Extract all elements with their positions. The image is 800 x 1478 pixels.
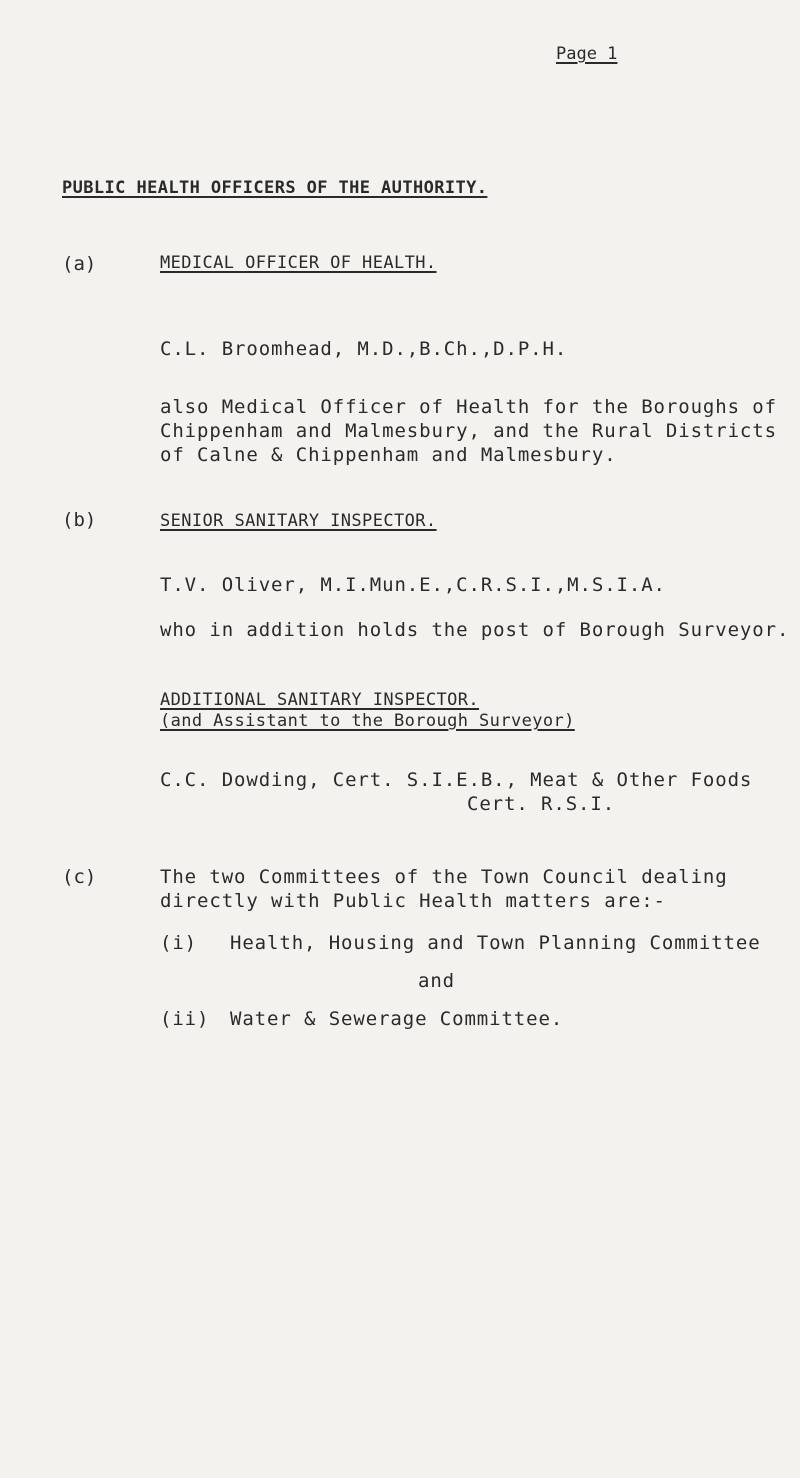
committee-2-name: Water & Sewerage Committee. xyxy=(230,1008,564,1030)
section-a-description-line-2: Chippenham and Malmesbury, and the Rural Districts xyxy=(160,420,777,442)
senior-inspector-name: T.V. Oliver, M.I.Mun.E.,C.R.S.I.,M.S.I.A. xyxy=(160,574,666,596)
page-number: Page 1 xyxy=(556,44,618,64)
committee-2-number: (ii) xyxy=(160,1008,210,1030)
section-a-heading: MEDICAL OFFICER OF HEALTH. xyxy=(160,253,437,273)
medical-officer-name: C.L. Broomhead, M.D.,B.Ch.,D.P.H. xyxy=(160,338,568,360)
section-a-marker: (a) xyxy=(62,253,97,275)
section-b-heading: SENIOR SANITARY INSPECTOR. xyxy=(160,511,437,531)
committee-conjunction: and xyxy=(418,970,456,992)
section-a-description-line-3: of Calne & Chippenham and Malmesbury. xyxy=(160,444,617,466)
section-a-description-line-1: also Medical Officer of Health for the Boroughs of xyxy=(160,396,777,418)
additional-inspector-subheading: (and Assistant to the Borough Surveyor) xyxy=(160,711,575,731)
section-c-intro-line-1: The two Committees of the Town Council dealing xyxy=(160,866,728,888)
senior-inspector-description: who in addition holds the post of Borough Surveyor. xyxy=(160,619,790,641)
section-c-intro-line-2: directly with Public Health matters are:- xyxy=(160,890,666,912)
committee-1-name: Health, Housing and Town Planning Committee xyxy=(230,932,761,954)
additional-inspector-heading: ADDITIONAL SANITARY INSPECTOR. xyxy=(160,690,480,710)
page-title: PUBLIC HEALTH OFFICERS OF THE AUTHORITY. xyxy=(62,178,488,198)
additional-inspector-certificate: Cert. R.S.I. xyxy=(467,793,616,815)
section-b-marker: (b) xyxy=(62,509,97,531)
section-c-marker: (c) xyxy=(62,866,97,888)
additional-inspector-name: C.C. Dowding, Cert. S.I.E.B., Meat & Other Foods xyxy=(160,769,753,791)
committee-1-number: (i) xyxy=(160,932,198,954)
